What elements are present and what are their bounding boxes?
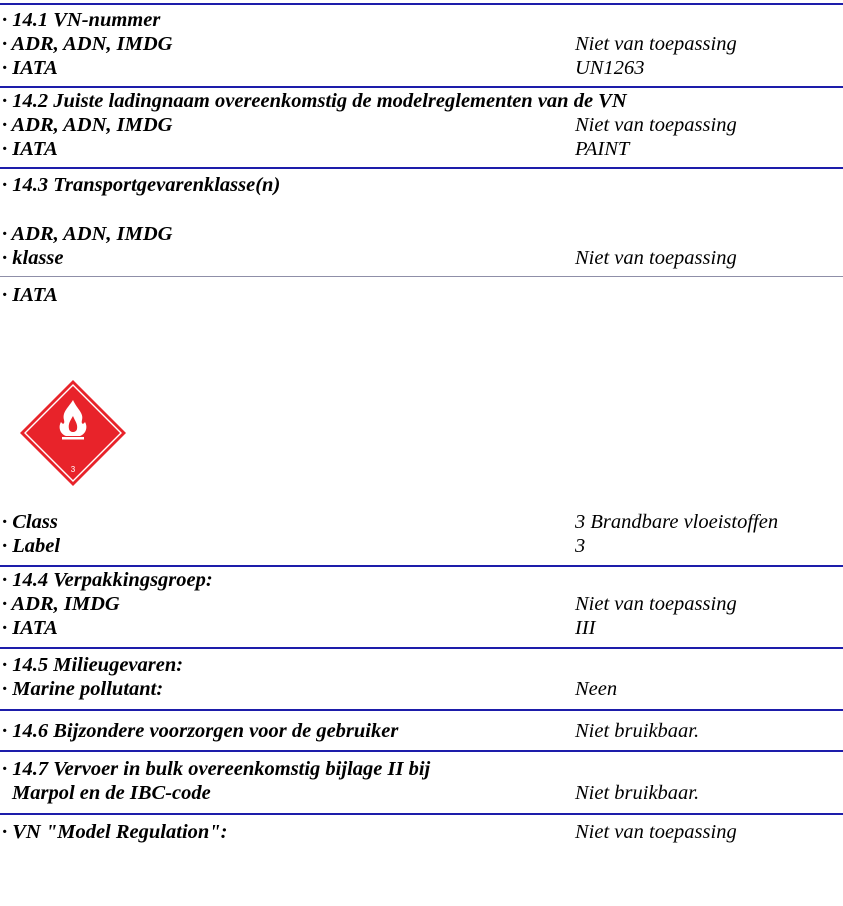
row-value: 3 Brandbare vloeistoffen	[575, 511, 779, 533]
row-label: · ADR, ADN, IMDG	[2, 114, 173, 136]
row-value: PAINT	[575, 138, 630, 160]
row-label: · IATA	[2, 57, 58, 79]
section-divider	[0, 813, 843, 815]
klasse-value: Niet van toepassing	[575, 247, 737, 269]
section-divider	[0, 709, 843, 711]
model-regulation-value: Niet van toepassing	[575, 821, 737, 843]
row-value: Niet van toepassing	[575, 33, 737, 55]
section-14-7-title: · 14.7 Vervoer in bulk overeenkomstig bijlage II bij	[2, 758, 431, 780]
row-value: UN1263	[575, 57, 645, 79]
row-value: Niet bruikbaar.	[575, 782, 700, 804]
section-14-7-title-cont: Marpol en de IBC-code	[12, 782, 211, 804]
row-label: · Class	[2, 511, 58, 533]
row-label: · IATA	[2, 138, 58, 160]
section-14-3-title: · 14.3 Transportgevarenklasse(n)	[2, 174, 281, 196]
row-value: Niet bruikbaar.	[575, 720, 700, 742]
section-divider	[0, 647, 843, 649]
section-divider	[0, 86, 843, 88]
row-label: · ADR, ADN, IMDG	[2, 33, 173, 55]
row-value: Niet van toepassing	[575, 114, 737, 136]
section-divider	[0, 565, 843, 567]
subsection-divider	[0, 276, 843, 277]
section-14-2-title: · 14.2 Juiste ladingnaam overeenkomstig de modelreglementen van de VN	[2, 90, 627, 112]
flame-hazard-diamond-icon	[18, 378, 128, 488]
section-14-5-title: · 14.5 Milieugevaren:	[2, 654, 184, 676]
adr-label: · ADR, ADN, IMDG	[2, 223, 173, 245]
section-divider	[0, 750, 843, 752]
row-value: Niet van toepassing	[575, 593, 737, 615]
row-label: · Label	[2, 535, 61, 557]
row-value: III	[575, 617, 596, 639]
row-label: · Marine pollutant:	[2, 678, 164, 700]
row-label: · ADR, IMDG	[2, 593, 120, 615]
row-label: · IATA	[2, 617, 58, 639]
section-14-6-title: · 14.6 Bijzondere voorzorgen voor de gebruiker	[2, 720, 399, 742]
model-regulation-label: · VN "Model Regulation":	[2, 821, 228, 843]
pictogram-number: 3	[70, 465, 76, 474]
section-divider	[0, 167, 843, 169]
section-14-1-title: · 14.1 VN-nummer	[2, 9, 161, 31]
iata-label: · IATA	[2, 284, 58, 306]
klasse-label: · klasse	[2, 247, 64, 269]
section-divider	[0, 3, 843, 5]
section-14-4-title: · 14.4 Verpakkingsgroep:	[2, 569, 213, 591]
row-value: Neen	[575, 678, 618, 700]
row-value: 3	[575, 535, 586, 557]
